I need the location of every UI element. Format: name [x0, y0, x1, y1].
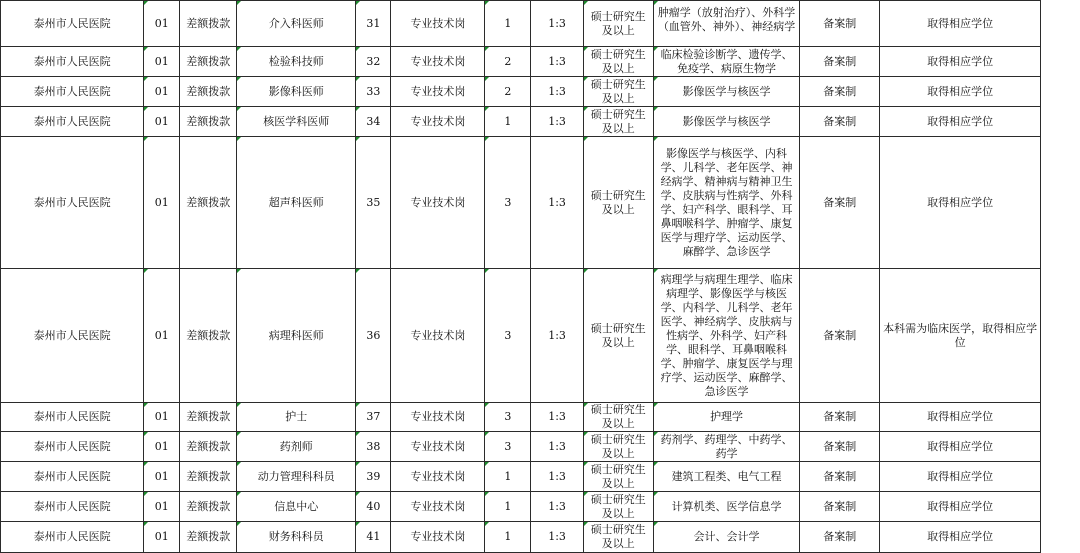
unit-cell: 泰州市人民医院: [1, 269, 144, 403]
major-cell: 建筑工程类、电气工程: [653, 462, 800, 492]
count-cell: 1: [485, 492, 531, 522]
count-cell: 1: [485, 522, 531, 553]
ratio-cell: 1:3: [531, 492, 583, 522]
position-code-cell: 40: [356, 492, 391, 522]
ratio-cell: 1:3: [531, 403, 583, 432]
unit-code-cell: 01: [144, 522, 180, 553]
other-requirements-cell: 取得相应学位: [880, 107, 1041, 137]
unit-code-cell: 01: [144, 432, 180, 462]
unit-cell: 泰州市人民医院: [1, 462, 144, 492]
staffing-cell: 备案制: [800, 522, 880, 553]
category-cell: 专业技术岗: [391, 492, 485, 522]
unit-cell: 泰州市人民医院: [1, 107, 144, 137]
table-row: [1, 522, 1041, 553]
other-requirements-cell: 取得相应学位: [880, 522, 1041, 553]
table-row: [1, 403, 1041, 432]
education-cell: 硕士研究生及以上: [583, 77, 653, 107]
position-cell: 护士: [237, 403, 356, 432]
ratio-cell: 1:3: [531, 137, 583, 269]
other-requirements-cell: 取得相应学位: [880, 462, 1041, 492]
staffing-cell: 备案制: [800, 492, 880, 522]
position-cell: 药剂师: [237, 432, 356, 462]
position-cell: 信息中心: [237, 492, 356, 522]
category-cell: 专业技术岗: [391, 432, 485, 462]
education-cell: 硕士研究生及以上: [583, 403, 653, 432]
category-cell: 专业技术岗: [391, 269, 485, 403]
position-cell: 介入科医师: [237, 1, 356, 47]
position-code-cell: 37: [356, 403, 391, 432]
position-code-cell: 31: [356, 1, 391, 47]
unit-cell: 泰州市人民医院: [1, 77, 144, 107]
staffing-cell: 备案制: [800, 432, 880, 462]
unit-cell: 泰州市人民医院: [1, 492, 144, 522]
major-cell: 影像医学与核医学: [653, 77, 800, 107]
category-cell: 专业技术岗: [391, 403, 485, 432]
funding-cell: 差额拨款: [180, 1, 237, 47]
ratio-cell: 1:3: [531, 47, 583, 77]
major-cell: 药剂学、药理学、中药学、药学: [653, 432, 800, 462]
position-cell: 影像科医师: [237, 77, 356, 107]
education-cell: 硕士研究生及以上: [583, 137, 653, 269]
other-requirements-cell: 取得相应学位: [880, 432, 1041, 462]
unit-code-cell: 01: [144, 403, 180, 432]
count-cell: 3: [485, 137, 531, 269]
other-requirements-cell: 本科需为临床医学，取得相应学位: [880, 269, 1041, 403]
table-row: [1, 492, 1041, 522]
position-cell: 动力管理科科员: [237, 462, 356, 492]
unit-cell: 泰州市人民医院: [1, 1, 144, 47]
position-code-cell: 33: [356, 77, 391, 107]
category-cell: 专业技术岗: [391, 107, 485, 137]
unit-cell: 泰州市人民医院: [1, 432, 144, 462]
unit-code-cell: 01: [144, 47, 180, 77]
staffing-cell: 备案制: [800, 269, 880, 403]
category-cell: 专业技术岗: [391, 522, 485, 553]
position-cell: 超声科医师: [237, 137, 356, 269]
position-cell: 病理科医师: [237, 269, 356, 403]
major-cell: 计算机类、医学信息学: [653, 492, 800, 522]
staffing-cell: 备案制: [800, 47, 880, 77]
position-cell: 核医学科医师: [237, 107, 356, 137]
unit-cell: 泰州市人民医院: [1, 47, 144, 77]
other-requirements-cell: 取得相应学位: [880, 1, 1041, 47]
count-cell: 1: [485, 462, 531, 492]
staffing-cell: 备案制: [800, 462, 880, 492]
count-cell: 2: [485, 77, 531, 107]
funding-cell: 差额拨款: [180, 107, 237, 137]
major-cell: 病理学与病理生理学、临床病理学、影像医学与核医学、内科学、儿科学、老年医学、神经病学、皮肤病与性病学、外科学、妇产科学、眼科学、耳鼻咽喉科学、肿瘤学、康复医学与理疗学、运动医学、麻醉学、急诊医学: [653, 269, 800, 403]
funding-cell: 差额拨款: [180, 522, 237, 553]
staffing-cell: 备案制: [800, 137, 880, 269]
position-cell: 财务科科员: [237, 522, 356, 553]
table-row: [1, 107, 1041, 137]
position-code-cell: 39: [356, 462, 391, 492]
major-cell: 影像医学与核医学: [653, 107, 800, 137]
major-cell: 临床检验诊断学、遗传学、免疫学、病原生物学: [653, 47, 800, 77]
staffing-cell: 备案制: [800, 1, 880, 47]
position-code-cell: 34: [356, 107, 391, 137]
ratio-cell: 1:3: [531, 1, 583, 47]
staffing-cell: 备案制: [800, 77, 880, 107]
other-requirements-cell: 取得相应学位: [880, 492, 1041, 522]
unit-code-cell: 01: [144, 462, 180, 492]
other-requirements-cell: 取得相应学位: [880, 77, 1041, 107]
unit-cell: 泰州市人民医院: [1, 522, 144, 553]
education-cell: 硕士研究生及以上: [583, 492, 653, 522]
education-cell: 硕士研究生及以上: [583, 462, 653, 492]
ratio-cell: 1:3: [531, 269, 583, 403]
funding-cell: 差额拨款: [180, 403, 237, 432]
other-requirements-cell: 取得相应学位: [880, 137, 1041, 269]
unit-cell: 泰州市人民医院: [1, 137, 144, 269]
funding-cell: 差额拨款: [180, 462, 237, 492]
other-requirements-cell: 取得相应学位: [880, 47, 1041, 77]
major-cell: [653, 1, 800, 47]
ratio-cell: 1:3: [531, 432, 583, 462]
count-cell: 3: [485, 269, 531, 403]
unit-code-cell: 01: [144, 492, 180, 522]
table-row: [1, 432, 1041, 462]
ratio-cell: 1:3: [531, 107, 583, 137]
major-cell: 会计、会计学: [653, 522, 800, 553]
funding-cell: 差额拨款: [180, 492, 237, 522]
count-cell: 2: [485, 47, 531, 77]
major-text: 肿瘤学（放射治疗）、外科学（血管外、神外）、神经病学: [657, 6, 796, 33]
staffing-cell: 备案制: [800, 107, 880, 137]
education-cell: 硕士研究生及以上: [583, 522, 653, 553]
table-row: [1, 137, 1041, 269]
position-code-cell: 32: [356, 47, 391, 77]
table-row: [1, 269, 1041, 403]
position-cell: 检验科技师: [237, 47, 356, 77]
table-row: [1, 1, 1041, 47]
major-cell: 影像医学与核医学、内科学、儿科学、老年医学、神经病学、精神病与精神卫生学、皮肤病与性病学、外科学、妇产科学、眼科学、耳鼻咽喉科学、肿瘤学、康复医学与理疗学、运动医学、麻醉学、急诊医学: [653, 137, 800, 269]
category-cell: 专业技术岗: [391, 462, 485, 492]
education-cell: 硕士研究生及以上: [583, 432, 653, 462]
education-cell: 硕士研究生及以上: [583, 107, 653, 137]
position-code-cell: 36: [356, 269, 391, 403]
position-code-cell: 41: [356, 522, 391, 553]
table-row: [1, 462, 1041, 492]
unit-cell: 泰州市人民医院: [1, 403, 144, 432]
unit-code-cell: 01: [144, 107, 180, 137]
education-cell: 硕士研究生及以上: [583, 47, 653, 77]
count-cell: 3: [485, 403, 531, 432]
ratio-cell: 1:3: [531, 522, 583, 553]
count-cell: 3: [485, 432, 531, 462]
education-cell: 硕士研究生及以上: [583, 1, 653, 47]
category-cell: 专业技术岗: [391, 47, 485, 77]
staffing-cell: 备案制: [800, 403, 880, 432]
category-cell: 专业技术岗: [391, 137, 485, 269]
unit-code-cell: 01: [144, 269, 180, 403]
funding-cell: 差额拨款: [180, 432, 237, 462]
education-cell: 硕士研究生及以上: [583, 269, 653, 403]
funding-cell: 差额拨款: [180, 77, 237, 107]
position-code-cell: 38: [356, 432, 391, 462]
major-cell: 护理学: [653, 403, 800, 432]
ratio-cell: 1:3: [531, 77, 583, 107]
funding-cell: 差额拨款: [180, 137, 237, 269]
funding-cell: 差额拨款: [180, 269, 237, 403]
unit-code-cell: 01: [144, 1, 180, 47]
count-cell: 1: [485, 1, 531, 47]
other-requirements-cell: 取得相应学位: [880, 403, 1041, 432]
count-cell: 1: [485, 107, 531, 137]
table-row: [1, 47, 1041, 77]
ratio-cell: 1:3: [531, 462, 583, 492]
unit-code-cell: 01: [144, 77, 180, 107]
category-cell: 专业技术岗: [391, 77, 485, 107]
position-code-cell: 35: [356, 137, 391, 269]
funding-cell: 差额拨款: [180, 47, 237, 77]
category-cell: 专业技术岗: [391, 1, 485, 47]
table-row: [1, 77, 1041, 107]
unit-code-cell: 01: [144, 137, 180, 269]
